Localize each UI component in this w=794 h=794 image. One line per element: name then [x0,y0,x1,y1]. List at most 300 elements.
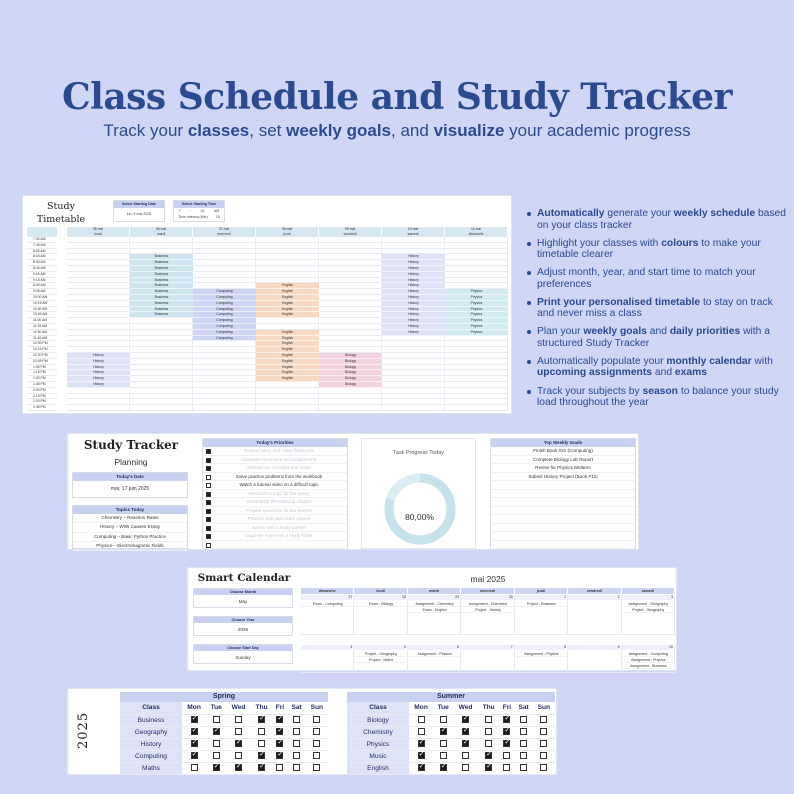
season-checkbox[interactable] [276,740,283,747]
season-checkbox[interactable] [235,752,242,759]
class-block-cell[interactable]: Business [130,278,193,284]
time-label: 12:45 PM [27,359,57,365]
priority-row[interactable] [203,515,347,524]
class-block-cell[interactable]: English [256,347,319,353]
weekday-header: vendredi [568,588,621,594]
season-class-name: History [120,738,182,750]
season-checkbox[interactable] [485,716,492,723]
timetable-cell[interactable] [193,405,256,411]
class-block-cell[interactable]: Biology [319,365,382,371]
tracker-subtitle: Planning [114,457,148,467]
season-checkbox[interactable] [213,728,220,735]
timetable-cell[interactable] [382,405,445,411]
season-checkbox[interactable] [258,764,265,771]
season-check-cell [251,750,273,762]
choose-month-box[interactable] [193,588,293,608]
subtitle-text: , and [391,121,434,140]
class-block-cell[interactable]: Computing [193,336,256,342]
season-checkbox[interactable] [462,752,469,759]
season-checkbox[interactable] [503,752,510,759]
class-block-cell[interactable]: History [67,359,130,365]
subtitle-emphasis: visualize [433,121,505,140]
season-checkbox[interactable] [503,764,510,771]
priority-row[interactable] [203,507,347,516]
season-check-cell [533,714,555,726]
class-block-cell[interactable]: Biology [319,353,382,359]
priority-text: Summarise the textbook chapter [246,499,312,504]
class-block-cell[interactable]: English [256,295,319,301]
class-block-cell[interactable]: English [256,336,319,342]
season-row [120,750,328,762]
calendar-date-number: 3 [622,595,673,600]
choose-year-box[interactable] [193,616,293,636]
season-check-cell [433,726,453,738]
calendar-date-number: 7 [461,645,512,650]
today-date-label: Today's Date [73,473,187,481]
season-check-cell [206,726,226,738]
calendar-date-number: 28 [354,595,405,600]
season-check-cell [306,738,328,750]
priority-row[interactable] [203,473,347,482]
progress-box [361,438,476,549]
start-date-box[interactable] [113,200,165,222]
subtitle-text: Track your [103,121,188,140]
season-row [347,762,555,774]
season-checkbox[interactable] [313,716,320,723]
start-time-part[interactable]: 30 [200,209,205,213]
class-block-cell[interactable]: Business [130,312,193,318]
class-block-cell[interactable]: English [256,365,319,371]
class-block-cell[interactable]: History [382,324,445,330]
season-checkbox[interactable] [440,764,447,771]
feature-text: to balance your study load throughout the year [537,385,779,409]
season-checkbox[interactable] [540,740,547,747]
season-check-cell [306,714,328,726]
class-block-cell[interactable]: Biology [319,382,382,388]
priority-checkbox[interactable] [206,534,211,539]
calendar-event[interactable]: Project - Maths [354,657,407,663]
season-row [120,714,328,726]
season-checkbox[interactable] [462,740,469,747]
priority-row[interactable] [203,456,347,465]
priority-checkbox[interactable] [206,517,211,522]
calendar-day-cell[interactable] [568,595,621,635]
season-check-cell [272,714,287,726]
season-checkbox[interactable] [293,728,300,735]
time-label: 12:30 PM [27,353,57,359]
season-checkbox[interactable] [276,764,283,771]
season-checkbox[interactable] [293,752,300,759]
class-block-cell[interactable]: English [256,289,319,295]
calendar-event[interactable]: Exam - Biology [354,601,407,607]
season-checkbox[interactable] [235,728,242,735]
season-checkbox[interactable] [313,752,320,759]
season-check-cell [499,726,514,738]
class-block-cell[interactable]: Business [130,307,193,313]
season-checkbox[interactable] [213,752,220,759]
class-block-cell[interactable]: History [382,295,445,301]
day-date: 05 mai [92,227,104,231]
calendar-event[interactable]: Assignment - Physics [408,651,461,657]
class-block-cell[interactable]: Business [130,272,193,278]
season-checkbox[interactable] [540,728,547,735]
season-checkbox[interactable] [503,728,510,735]
feature-text: to make your timetable clearer [537,237,761,261]
season-check-cell [272,750,287,762]
feature-text: to stay on track and never miss a class [537,296,773,320]
class-block-cell[interactable]: Computing [193,312,256,318]
class-block-cell[interactable]: English [256,359,319,365]
class-block-cell[interactable]: Biology [319,376,382,382]
class-block-cell[interactable]: Biology [319,359,382,365]
time-label: 11:15 AM [27,324,57,330]
priority-row[interactable] [203,490,347,499]
season-checkbox[interactable] [503,716,510,723]
calendar-event[interactable]: Assignment - Chemistry [408,601,461,607]
class-block-cell[interactable]: History [382,254,445,260]
calendar-event[interactable]: Assignment - Physics [515,651,568,657]
class-block-cell[interactable]: English [256,301,319,307]
season-checkbox[interactable] [191,728,198,735]
priority-row[interactable] [203,532,347,541]
season-checkbox[interactable] [418,728,425,735]
class-block-cell[interactable]: Physics [445,330,508,336]
season-checkbox[interactable] [520,752,527,759]
goals-label: Top Weekly Goals [491,439,635,447]
start-time-part[interactable]: AM [213,209,220,213]
class-block-cell[interactable]: English [256,353,319,359]
priority-checkbox[interactable] [206,475,211,480]
class-block-cell[interactable]: Computing [193,324,256,330]
season-checkbox[interactable] [462,728,469,735]
calendar-event[interactable]: Project - Geography [354,651,407,657]
class-block-cell[interactable]: Physics [445,307,508,313]
priority-row[interactable] [203,464,347,473]
class-block-cell[interactable]: History [382,312,445,318]
start-time-box[interactable] [173,200,225,222]
time-label: 11:45 AM [27,336,57,342]
class-block-cell[interactable]: Computing [193,301,256,307]
timetable-cell[interactable] [445,405,508,411]
class-block-cell[interactable]: Physics [445,312,508,318]
subtitle-text: , set [249,121,287,140]
weekday-header: samedi [622,588,675,594]
season-checkbox[interactable] [191,752,198,759]
class-block-cell[interactable]: Physics [445,289,508,295]
class-block-cell[interactable]: Business [130,289,193,295]
season-checkbox[interactable] [213,740,220,747]
season-class-name: Music [347,750,409,762]
season-day-header: Sun [533,702,555,714]
season-check-cell [226,714,251,726]
day-header [256,227,319,237]
time-label: 9:30 AM [27,283,57,289]
season-check-cell [453,726,478,738]
priority-text: Review notes and make flashcards [244,448,314,453]
class-block-cell[interactable]: English [256,370,319,376]
season-checkbox[interactable] [276,716,283,723]
class-block-cell[interactable]: Computing [193,318,256,324]
feature-emphasis: daily priorities [669,326,741,338]
class-block-cell[interactable]: History [67,353,130,359]
priority-checkbox[interactable] [206,458,211,463]
calendar-grid [301,588,675,670]
calendar-event[interactable]: Exam - Computing [301,601,354,607]
calendar-event[interactable]: Assignment - Geography [622,601,675,607]
season-checkbox[interactable] [313,728,320,735]
season-check-cell [453,714,478,726]
season-checkbox[interactable] [485,752,492,759]
calendar-event[interactable]: Project - Geography [622,607,675,613]
goal-item [491,515,635,524]
season-check-cell [272,762,287,774]
feature-item [527,356,789,379]
class-block-cell[interactable]: History [382,330,445,336]
choose-start-box[interactable] [193,644,293,664]
season-checkbox[interactable] [313,764,320,771]
calendar-date-number: 4 [301,645,352,650]
priority-text: Complete homework and assignments [240,456,318,462]
season-checkbox[interactable] [293,740,300,747]
class-block-cell[interactable]: History [382,278,445,284]
season-checkbox[interactable] [191,764,198,771]
class-block-cell[interactable]: Business [130,260,193,266]
season-checkbox[interactable] [276,728,283,735]
class-block-cell[interactable]: History [67,376,130,382]
priority-checkbox[interactable] [206,543,211,548]
season-class-name: Biology [347,714,409,726]
class-block-cell[interactable]: History [382,289,445,295]
season-checkbox[interactable] [235,740,242,747]
season-checkbox[interactable] [540,752,547,759]
season-checkbox[interactable] [258,752,265,759]
season-checkbox[interactable] [520,728,527,735]
choose-year-label: Choose Year [194,617,292,623]
class-block-cell[interactable]: Computing [193,289,256,295]
season-checkbox[interactable] [191,716,198,723]
progress-donut [382,471,458,547]
class-block-cell[interactable]: History [67,365,130,371]
season-checkbox[interactable] [440,716,447,723]
priority-checkbox[interactable] [206,466,211,471]
topic-item: Chemistry – Reaction Rates [73,514,187,523]
season-checkbox[interactable] [258,716,265,723]
class-block-cell[interactable]: English [256,312,319,318]
timetable-cell[interactable] [67,405,130,411]
priority-row[interactable] [203,447,347,456]
feature-text: Plan your [537,326,584,338]
feature-item [527,326,789,349]
season-check-cell [514,738,532,750]
interval-label: Time interval (Min) [178,215,208,219]
season-checkbox[interactable] [276,752,283,759]
priority-row[interactable] [203,524,347,533]
class-block-cell[interactable]: History [382,301,445,307]
topics-box [72,505,188,549]
season-checkbox[interactable] [191,740,198,747]
priority-checkbox[interactable] [206,500,211,505]
day-name: samedi [407,231,419,236]
class-block-cell[interactable]: English [256,341,319,347]
season-checkbox[interactable] [293,764,300,771]
time-label: 12:15 PM [27,347,57,353]
season-checkbox[interactable] [520,716,527,723]
time-label: 8:00 AM [27,249,57,255]
season-checkbox[interactable] [520,740,527,747]
class-block-cell[interactable]: Business [130,301,193,307]
season-checkbox[interactable] [418,716,425,723]
feature-item [527,386,789,409]
season-checkbox[interactable] [540,764,547,771]
class-block-cell[interactable]: History [67,370,130,376]
class-block-cell[interactable]: History [382,266,445,272]
priority-checkbox[interactable] [206,492,211,497]
class-block-cell[interactable]: Biology [319,370,382,376]
season-checkbox[interactable] [485,728,492,735]
hero-subtitle [0,121,794,141]
class-block-cell[interactable]: English [256,330,319,336]
season-checkbox[interactable] [520,764,527,771]
feature-emphasis: weekly schedule [673,208,756,219]
feature-text: Highlight your classes with [537,237,662,249]
feature-text: generate your [604,208,674,219]
class-block-cell[interactable]: Business [130,283,193,289]
season-checkbox[interactable] [213,716,220,723]
priority-row[interactable] [203,541,347,550]
priority-row[interactable] [203,481,347,490]
subtitle-emphasis: classes [187,121,250,140]
season-checkbox[interactable] [235,716,242,723]
season-checkbox[interactable] [440,728,447,735]
choose-start-value: Sunday [235,655,251,660]
priority-checkbox[interactable] [206,509,211,514]
class-block-cell[interactable]: Computing [193,330,256,336]
class-block-cell[interactable]: English [256,307,319,313]
class-block-cell[interactable]: History [382,307,445,313]
feature-emphasis: exams [674,367,707,379]
goal-item [491,481,635,490]
class-block-cell[interactable]: History [382,260,445,266]
season-check-cell [206,750,226,762]
class-block-cell[interactable]: Business [130,266,193,272]
season-checkbox[interactable] [418,752,425,759]
class-block-cell[interactable]: Business [130,254,193,260]
day-date: 06 mai [155,227,167,231]
season-checkbox[interactable] [258,740,265,747]
season-check-cell [533,762,555,774]
weekday-header: mercredi [461,588,514,594]
class-block-cell[interactable]: History [67,382,130,388]
season-day-header: Fri [499,702,514,714]
class-block-cell[interactable]: Physics [445,318,508,324]
time-label: 10:30 AM [27,307,57,313]
class-block-cell[interactable]: Business [130,295,193,301]
season-checkbox[interactable] [462,764,469,771]
calendar-event[interactable]: Project - Business [515,601,568,607]
feature-item [527,297,789,320]
class-block-cell[interactable]: Physics [445,324,508,330]
season-checkbox[interactable] [462,716,469,723]
class-block-cell[interactable]: English [256,376,319,382]
season-checkbox[interactable] [440,740,447,747]
calendar-event[interactable]: Assignment - Business [622,663,675,669]
class-block-cell[interactable]: History [382,283,445,289]
priority-checkbox[interactable] [206,526,211,531]
season-checkbox[interactable] [258,728,265,735]
season-checkbox[interactable] [235,764,242,771]
season-check-cell [306,726,328,738]
season-day-header: Thu [478,702,500,714]
time-label: 1:00 PM [27,365,57,371]
goal-item [491,498,635,507]
class-block-cell[interactable]: Physics [445,301,508,307]
class-block-cell[interactable]: Computing [193,295,256,301]
choose-start-label: Choose Start Day [194,645,292,651]
season-checkbox[interactable] [440,752,447,759]
calendar-event[interactable]: Assignment - Physics [622,657,675,663]
season-checkbox[interactable] [313,740,320,747]
season-check-cell [306,750,328,762]
timetable-cell[interactable] [256,405,319,411]
class-block-cell[interactable]: English [256,283,319,289]
calendar-event[interactable]: Project - History [461,607,514,613]
spring-table-wrap [120,692,328,775]
start-time-part[interactable]: 7 [178,209,181,213]
feature-emphasis: upcoming assignments [537,367,653,379]
season-class-name: English [347,762,409,774]
start-time-label: Select Starting Time [174,201,224,208]
season-checkbox[interactable] [418,740,425,747]
timetable-cell[interactable] [319,405,382,411]
start-time-part[interactable]: : [190,209,192,213]
goal-item: Submit History Project (Book #12) [491,473,635,482]
priority-checkbox[interactable] [206,449,211,454]
season-day-header: Fri [272,702,287,714]
priority-checkbox[interactable] [206,483,211,488]
season-check-cell [433,738,453,750]
calendar-title: Smart Calendar [197,572,291,584]
season-checkbox[interactable] [418,764,425,771]
class-block-cell[interactable]: Computing [193,307,256,313]
class-block-cell[interactable]: History [382,318,445,324]
feature-list [527,208,789,415]
timetable-grid [27,227,509,411]
season-checkbox[interactable] [503,740,510,747]
season-checkbox[interactable] [213,764,220,771]
calendar-event[interactable]: Exam - English [408,607,461,613]
season-header-row [120,702,328,714]
season-checkbox[interactable] [485,764,492,771]
feature-item [527,208,789,231]
topics-label: Topics Today [73,506,187,514]
season-checkbox[interactable] [293,716,300,723]
timetable-cell[interactable] [130,405,193,411]
feature-text: with [751,355,773,367]
class-block-cell[interactable]: Physics [445,295,508,301]
priority-row[interactable] [203,498,347,507]
calendar-event[interactable]: Assignment - Chemistry [461,601,514,607]
feature-emphasis: monthly calendar [666,355,752,367]
season-row [347,726,555,738]
season-checkbox[interactable] [485,740,492,747]
season-checkbox[interactable] [540,716,547,723]
class-block-cell[interactable]: History [382,272,445,278]
calendar-event[interactable]: Assignment - Computing [622,651,675,657]
time-label: 9:00 AM [27,272,57,278]
weekday-header: jeudi [515,588,568,594]
feature-item [527,267,789,290]
season-day-header: Wed [226,702,251,714]
